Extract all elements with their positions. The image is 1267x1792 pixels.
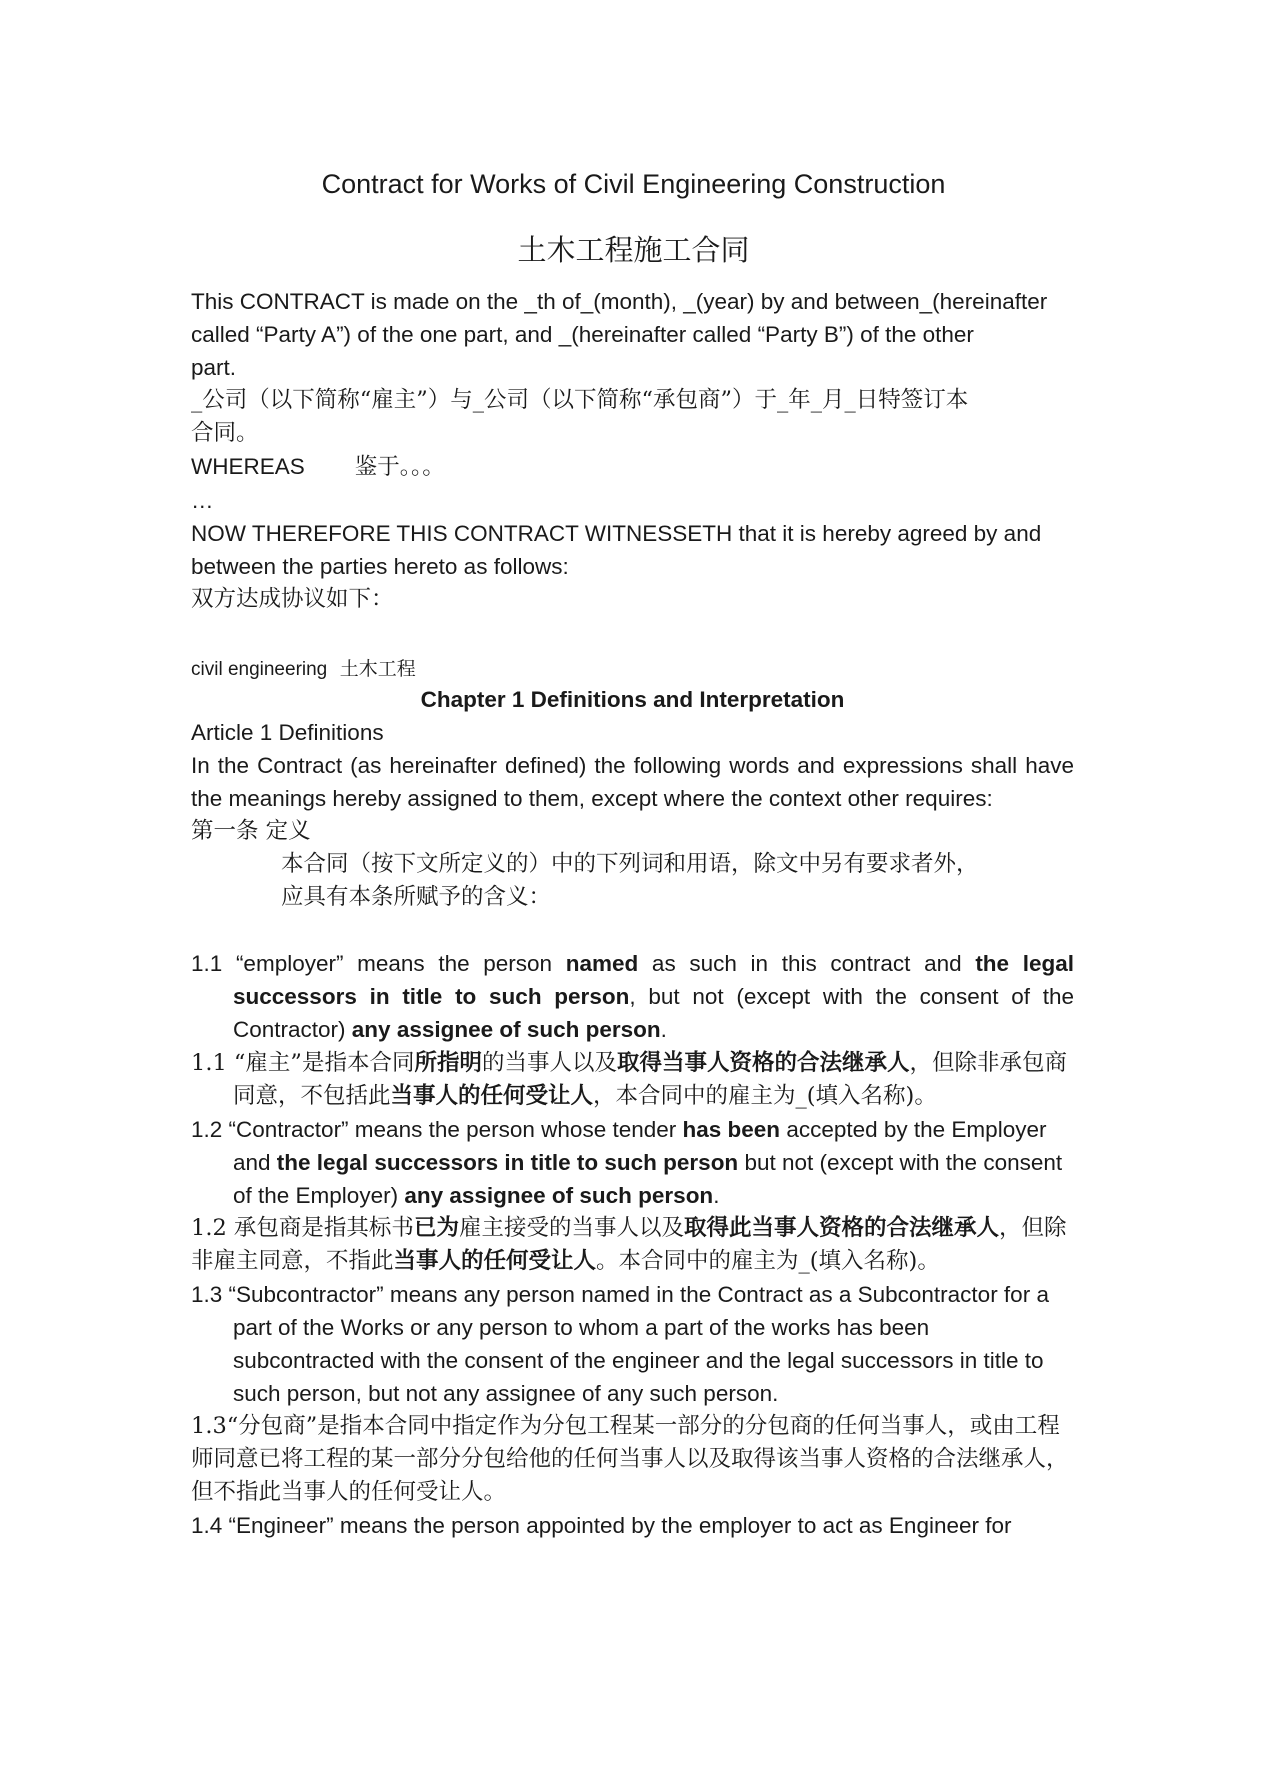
whereas-line bbox=[191, 450, 1074, 484]
clause-bold-text: has been bbox=[682, 1117, 781, 1142]
clause-1-3-cn: 1.3“分包商”是指本合同中指定作为分包工程某一部分的分包商的任何当事人，或由工程师同意已将工程的某一部分分包给他的任何当事人以及取得该当事人资格的合法继承人，但不指此当事人的任何受让人。 bbox=[191, 1413, 1069, 1505]
clause-1-1-cn bbox=[191, 1047, 1074, 1113]
clause-text: . bbox=[660, 1017, 667, 1042]
preamble-line-3: part. bbox=[191, 355, 237, 380]
chapter-title: Chapter 1 Definitions and Interpretation bbox=[420, 687, 845, 712]
clause-text: 雇主接受的当事人以及 bbox=[458, 1215, 684, 1241]
clause-1-1-en bbox=[191, 947, 1074, 1046]
clause-bold-text: 当事人的任何受让人 bbox=[390, 1083, 594, 1109]
now-therefore-line-1: NOW THEREFORE THIS CONTRACT WITNESSETH that it is hereby agreed by and bbox=[191, 521, 1042, 546]
clauses bbox=[191, 947, 1074, 1542]
ellipsis: … bbox=[191, 488, 214, 513]
clause-text: ，本合同中的雇主为_(填入名称)。 bbox=[593, 1083, 937, 1109]
clause-bold-text: any assignee of such person bbox=[404, 1183, 714, 1208]
clause-text: 1.2 承包商是指其标书 bbox=[191, 1215, 414, 1241]
preamble-line-2: called “Party A”) of the one part, and _(hereinafter called “Party B”) of the other bbox=[191, 322, 974, 347]
clause-bold-text: 当事人的任何受让人 bbox=[393, 1248, 597, 1274]
clause-text: ，但除非承包商同意，不包括此 bbox=[233, 1050, 1068, 1109]
clause-bold-text: the legal successors in title to such person bbox=[276, 1150, 739, 1175]
clause-text: but not (except with the consent of the Employer) bbox=[233, 1150, 1063, 1208]
term-line bbox=[191, 651, 1074, 686]
clause-1-3-en: 1.3 “Subcontractor” means any person named in the Contract as a Subcontractor for a part of the Works or any person to whom a part of the works has been subcontracted with the consent of the engineer and the legal successors in title to such person, but not any assignee of any such person. bbox=[191, 1282, 1049, 1406]
preamble-cn-line-2: 合同。 bbox=[191, 420, 259, 446]
article-intro-cn-1: 本合同（按下文所定义的）中的下列词和用语，除文中另有要求者外， bbox=[281, 851, 979, 877]
title-chinese: 土木工程施工合同 bbox=[517, 233, 750, 267]
clause-text: 1.1 “employer” means the person bbox=[191, 951, 566, 976]
agreed-cn: 双方达成协议如下： bbox=[191, 586, 394, 612]
preamble bbox=[191, 285, 1074, 616]
term-en: civil engineering bbox=[191, 659, 328, 680]
clause-1-4-en: 1.4 “Engineer” means the person appointed by the employer to act as Engineer for bbox=[191, 1513, 1012, 1538]
whereas-en: WHEREAS bbox=[191, 454, 305, 479]
clause-bold-text: 所指明 bbox=[414, 1050, 482, 1076]
clause-bold-text: named bbox=[565, 951, 639, 976]
clause-1-2-cn bbox=[191, 1212, 1074, 1278]
article-intro-cn-2: 应具有本条所赋予的含义： bbox=[281, 884, 552, 910]
clause-text: 1.2 “Contractor” means the person whose tender bbox=[191, 1117, 683, 1142]
title-english: Contract for Works of Civil Engineering Construction bbox=[321, 169, 946, 199]
clause-bold-text: any assignee of such person bbox=[351, 1017, 661, 1042]
article-1 bbox=[191, 716, 1074, 914]
preamble-line-1: This CONTRACT is made on the _th of_(month), _(year) by and between_(hereinafter bbox=[191, 289, 1048, 314]
clause-text: , but not (except with the consent of the Contractor) bbox=[233, 984, 1075, 1042]
clause-bold-text: 取得当事人资格的合法继承人 bbox=[616, 1050, 910, 1076]
clause-text: accepted by the Employer and bbox=[233, 1117, 1047, 1175]
preamble-cn-line-1: _公司（以下简称“雇主”）与_公司（以下简称“承包商”）于_年_月_日特签订本 bbox=[191, 387, 969, 413]
article-intro-en: In the Contract (as hereinafter defined) the following words and expressions shall have the meanings hereby assigned to them, except where the context other requires: bbox=[191, 753, 1074, 811]
clause-bold-text: 取得此当事人资格的合法继承人 bbox=[683, 1215, 999, 1241]
whereas-cn: 鉴于。。。 bbox=[354, 454, 445, 480]
article-title-en: Article 1 Definitions bbox=[191, 720, 384, 745]
clause-bold-text: 已为 bbox=[413, 1215, 459, 1241]
clause-text: as such in this contract and bbox=[638, 951, 976, 976]
article-title-cn: 第一条 定义 bbox=[191, 818, 311, 844]
clause-text: . bbox=[713, 1183, 720, 1208]
clause-text: ，但除非雇主同意，不指此 bbox=[191, 1215, 1067, 1274]
clause-bold-text: the legal successors in title to such person bbox=[233, 951, 1074, 1009]
clause-text: 1.1 “雇主”是指本合同 bbox=[191, 1050, 415, 1076]
clause-text: 。本合同中的雇主为_(填入名称)。 bbox=[596, 1248, 940, 1274]
now-therefore-line-2: between the parties hereto as follows: bbox=[191, 554, 569, 579]
term-cn: 土木工程 bbox=[339, 658, 416, 680]
clause-1-2-en bbox=[191, 1113, 1074, 1212]
clause-text: 的当事人以及 bbox=[481, 1050, 617, 1076]
